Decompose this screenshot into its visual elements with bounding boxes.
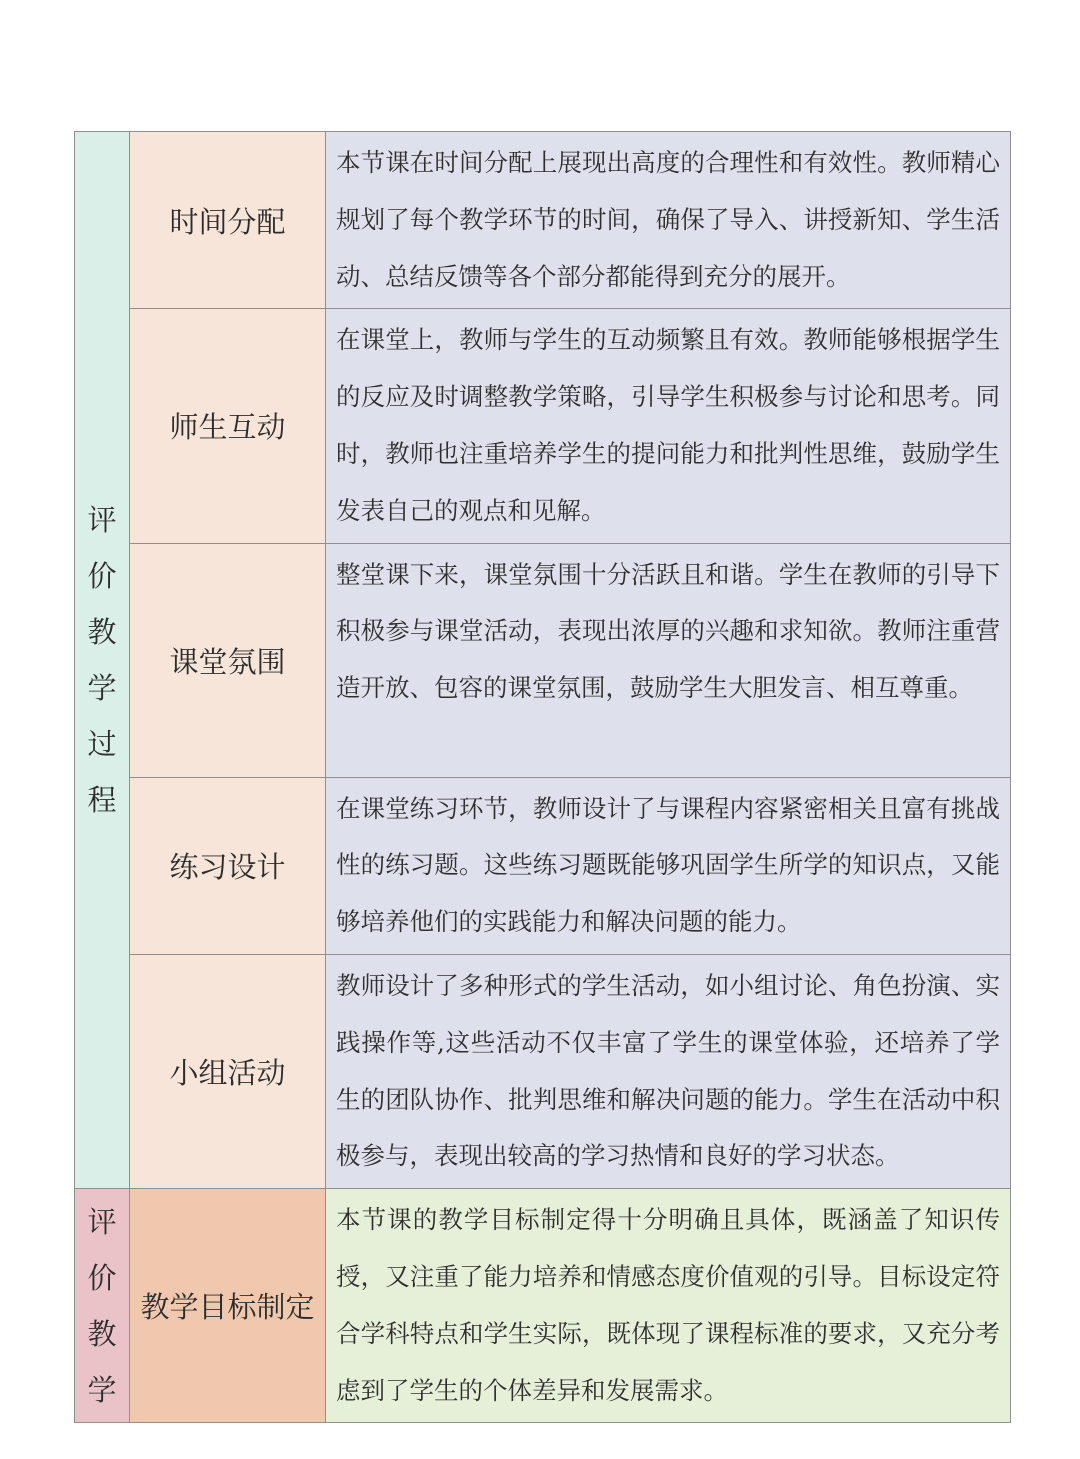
section-label-char: 教 bbox=[87, 1316, 117, 1351]
section-label-teaching bbox=[75, 1189, 130, 1423]
section-label-char: 评 bbox=[87, 503, 117, 538]
aspect-classroom-atmosphere: 课堂氛围 bbox=[130, 543, 326, 777]
table-row bbox=[75, 777, 1011, 954]
aspect-exercise-design: 练习设计 bbox=[130, 777, 326, 954]
table-row bbox=[75, 954, 1011, 1188]
section-label-char: 学 bbox=[87, 1372, 117, 1407]
table-row bbox=[75, 132, 1011, 309]
table-row bbox=[75, 309, 1011, 543]
section-label-char: 评 bbox=[87, 1204, 117, 1239]
section-label-teaching-process bbox=[75, 132, 130, 1189]
table-row bbox=[75, 543, 1011, 777]
description-classroom-atmosphere: 整堂课下来，课堂氛围十分活跃且和谐。学生在教师的引导下积极参与课堂活动，表现出浓厚的兴趣和求知欲。教师注重营造开放、包容的课堂氛围，鼓励学生大胆发言、相互尊重。 bbox=[326, 543, 1011, 777]
section-label-char: 学 bbox=[87, 671, 117, 706]
description-exercise-design: 在课堂练习环节，教师设计了与课程内容紧密相关且富有挑战性的练习题。这些练习题既能够巩固学生所学的知识点，又能够培养他们的实践能力和解决问题的能力。 bbox=[326, 777, 1011, 954]
evaluation-table bbox=[74, 131, 1011, 1423]
section-label-char: 程 bbox=[87, 783, 117, 818]
description-teacher-student-interaction: 在课堂上，教师与学生的互动频繁且有效。教师能够根据学生的反应及时调整教学策略，引导学生积极参与讨论和思考。同时，教师也注重培养学生的提问能力和批判性思维，鼓励学生发表自己的观点和见解。 bbox=[326, 309, 1011, 543]
table-row bbox=[75, 1189, 1011, 1423]
section-label-char: 过 bbox=[87, 727, 117, 762]
description-group-activities: 教师设计了多种形式的学生活动，如小组讨论、角色扮演、实践操作等,这些活动不仅丰富了学生的课堂体验，还培养了学生的团队协作、批判思维和解决问题的能力。学生在活动中积极参与，表现出较高的学习热情和良好的学习状态。 bbox=[326, 954, 1011, 1188]
aspect-teacher-student-interaction: 师生互动 bbox=[130, 309, 326, 543]
aspect-time-allocation: 时间分配 bbox=[130, 132, 326, 309]
section-label-char: 价 bbox=[87, 1260, 117, 1295]
section-label-char: 价 bbox=[87, 559, 117, 594]
aspect-group-activities: 小组活动 bbox=[130, 954, 326, 1188]
description-teaching-objectives: 本节课的教学目标制定得十分明确且具体，既涵盖了知识传授，又注重了能力培养和情感态度价值观的引导。目标设定符合学科特点和学生实际，既体现了课程标准的要求，又充分考虑到了学生的个体差异和发展需求。 bbox=[326, 1189, 1011, 1423]
description-time-allocation: 本节课在时间分配上展现出高度的合理性和有效性。教师精心规划了每个教学环节的时间，确保了导入、讲授新知、学生活动、总结反馈等各个部分都能得到充分的展开。 bbox=[326, 132, 1011, 309]
section-label-char: 教 bbox=[87, 615, 117, 650]
aspect-teaching-objectives: 教学目标制定 bbox=[130, 1189, 326, 1423]
